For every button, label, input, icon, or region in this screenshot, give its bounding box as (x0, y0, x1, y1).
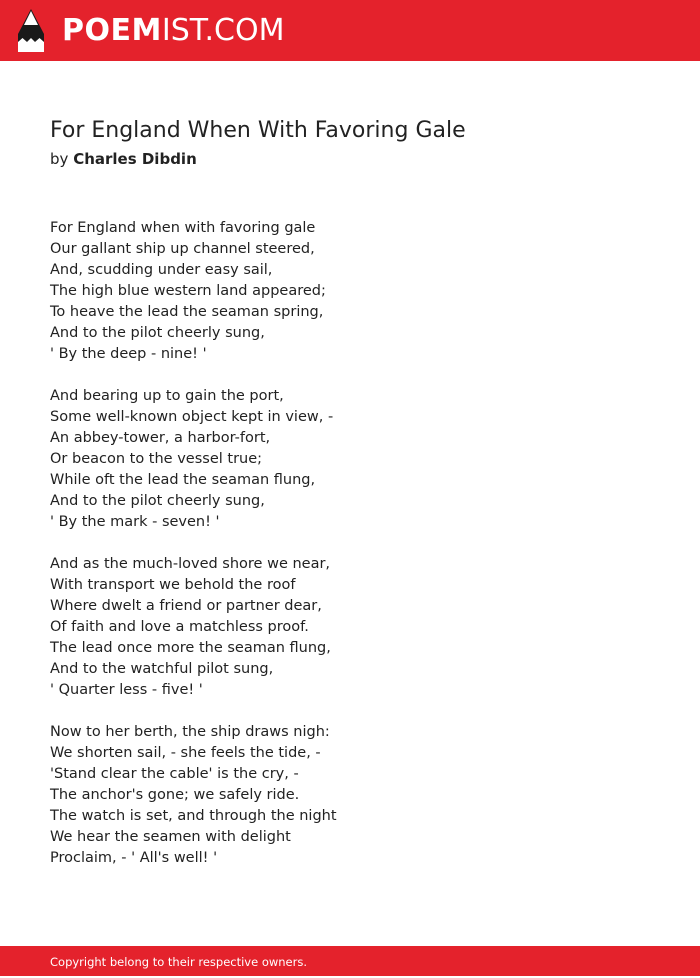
poem-line: And as the much-loved shore we near, (50, 556, 331, 572)
poem-line: The anchor's gone; we safely ride. (50, 787, 300, 803)
poem-line: We shorten sail, - she feels the tide, - (50, 745, 321, 761)
poem-line: Or beacon to the vessel true; (50, 451, 263, 467)
stanza-2 (50, 386, 650, 533)
poem-line: We hear the seamen with delight (50, 829, 291, 845)
poem-line: And bearing up to gain the port, (50, 388, 284, 404)
poem-line: While oft the lead the seaman flung, (50, 472, 316, 488)
poem-title: For England When With Favoring Gale (50, 118, 466, 143)
site-logo[interactable] (62, 11, 284, 51)
logo-strong-text: POEM (62, 13, 162, 48)
poem-line: And to the pilot cheerly sung, (50, 493, 265, 509)
poem-line: ' By the mark - seven! ' (50, 514, 220, 530)
poem-line: To heave the lead the seaman spring, (50, 304, 324, 320)
poem-line: And, scudding under easy sail, (50, 262, 273, 278)
poem-line: Where dwelt a friend or partner dear, (50, 598, 322, 614)
poem-line: Proclaim, - ' All's well! ' (50, 850, 218, 866)
author-name: Charles Dibdin (73, 150, 197, 168)
by-label: by (50, 150, 69, 168)
stanza-3 (50, 554, 650, 701)
poem-line: And to the pilot cheerly sung, (50, 325, 265, 341)
poem-line: Of faith and love a matchless proof. (50, 619, 309, 635)
stanza-4 (50, 722, 650, 869)
poem-line: Now to her berth, the ship draws nigh: (50, 724, 330, 740)
poem-line: The high blue western land appeared; (50, 283, 326, 299)
poem-line: Some well-known object kept in view, - (50, 409, 334, 425)
stanza-1 (50, 218, 650, 365)
copyright-text: Copyright belong to their respective owners. (50, 955, 308, 969)
poem-line: And to the watchful pilot sung, (50, 661, 274, 677)
poem-body (50, 218, 650, 890)
byline (50, 148, 197, 170)
poem-line: An abbey-tower, a harbor-fort, (50, 430, 271, 446)
poem-line: Our gallant ship up channel steered, (50, 241, 315, 257)
poem-line: For England when with favoring gale (50, 220, 316, 236)
header-bar (0, 0, 700, 61)
footer-bar (0, 946, 700, 976)
poem-line: The watch is set, and through the night (50, 808, 337, 824)
pencil-tip-icon (17, 9, 45, 52)
logo-light-text: IST.COM (161, 13, 285, 48)
poem-line: ' By the deep - nine! ' (50, 346, 207, 362)
poem-line: ' Quarter less - five! ' (50, 682, 203, 698)
poem-line: With transport we behold the roof (50, 577, 296, 593)
poem-line: 'Stand clear the cable' is the cry, - (50, 766, 299, 782)
poem-line: The lead once more the seaman flung, (50, 640, 331, 656)
